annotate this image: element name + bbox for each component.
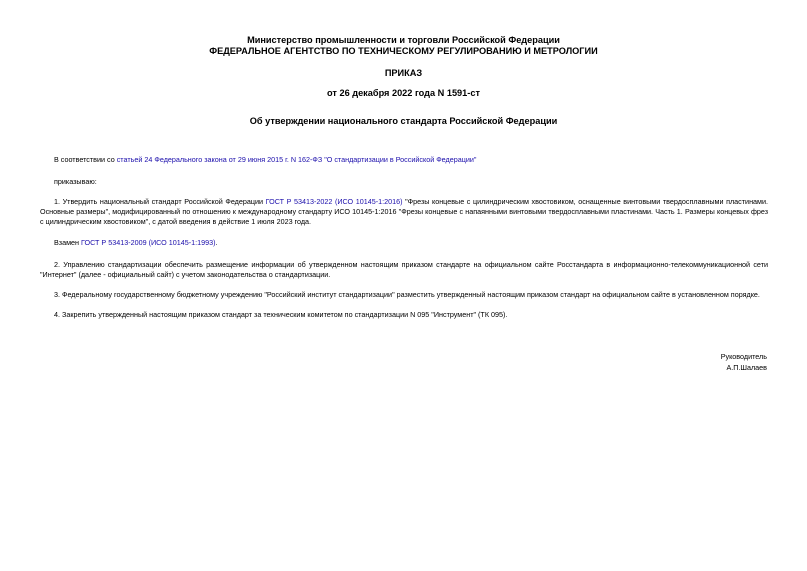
gost-2009-link[interactable]: ГОСТ Р 53413-2009 (ИСО 10145-1:1993)	[81, 238, 216, 247]
preamble-prefix: В соответствии со	[54, 155, 117, 164]
ministry-name: Министерство промышленности и торговли Российской Федерации	[247, 35, 560, 45]
item-4-paragraph: 4. Закрепить утвержденный настоящим приказом стандарт за техническим комитетом по стандартизации N 095 "Инструмент" (ТК 095).	[54, 310, 508, 319]
gost-2022-link[interactable]: ГОСТ Р 53413-2022 (ИСО 10145-1:2016)	[265, 197, 403, 206]
agency-name: ФЕДЕРАЛЬНОЕ АГЕНТСТВО ПО ТЕХНИЧЕСКОМУ РЕГУЛИРОВАНИЮ И МЕТРОЛОГИИ	[209, 46, 598, 56]
preamble-paragraph	[40, 155, 768, 165]
replaced-standard-paragraph	[40, 238, 768, 248]
federal-law-link[interactable]: статьей 24 Федерального закона от 29 июня 2015 г. N 162-ФЗ "О стандартизации в Российской Федерации"	[116, 155, 477, 164]
item-2-paragraph: 2. Управлению стандартизации обеспечить размещение информации об утвержденном настоящим приказом стандарте на официальном сайте Росстандарта в информационно-телекоммуникационной сети "Интернет" (далее - официальный сайт) с учетом законодательства о стандартизации.	[40, 260, 768, 279]
item-1-text: "Фрезы концевые с цилиндрическим хвостовиком, оснащенные винтовыми твердосплавными пластинами. Основные размеры", модифицированный по отношению к международному стандарту ИСО 10145-1:2016 "Фрезы концевые с напаянными винтовыми твердосплавными пластинами. Часть 1. Размеры концевых фрез с цилиндрическим хвостовиком", с датой введения в действие 1 июля 2023 года.	[40, 197, 768, 226]
item-3-paragraph: 3. Федеральному государственному бюджетному учреждению "Российский институт стандартизации" разместить утвержденный настоящим приказом стандарт на официальном сайте в установленном порядке.	[54, 290, 760, 299]
document-subject: Об утверждении национального стандарта Российской Федерации	[249, 116, 558, 126]
document-type: ПРИКАЗ	[384, 68, 423, 78]
item-1-paragraph	[40, 197, 768, 227]
replaced-suffix: .	[215, 238, 218, 247]
item-1-prefix: 1. Утвердить национальный стандарт Российской Федерации	[54, 197, 266, 206]
document-date-number: от 26 декабря 2022 года N 1591-ст	[327, 88, 480, 98]
signatory-name: А.П.Шалаев	[726, 363, 767, 372]
signatory-title: Руководитель	[720, 352, 767, 361]
replaced-prefix: Взамен	[54, 238, 81, 247]
order-word: приказываю:	[54, 177, 97, 186]
